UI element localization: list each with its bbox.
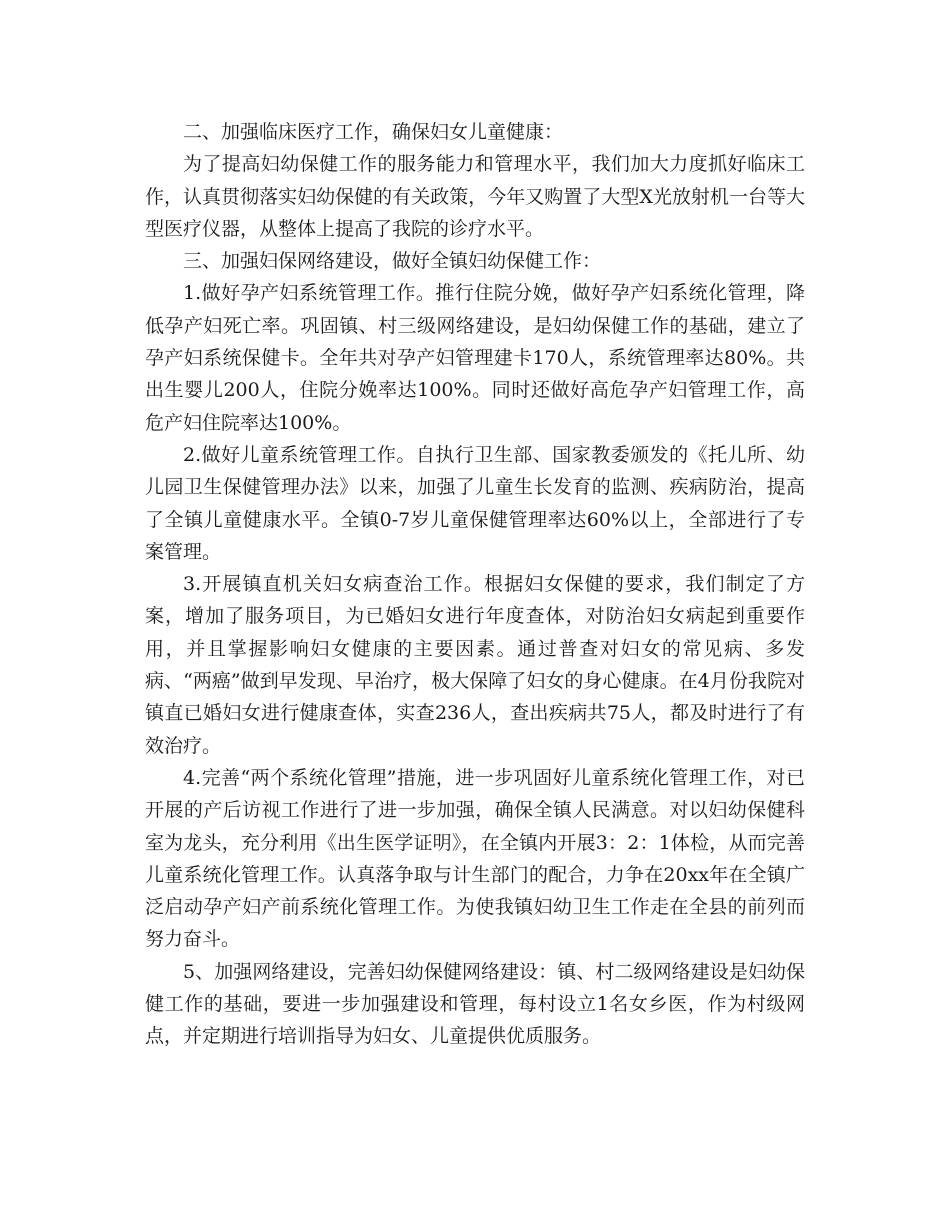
paragraph-maternal-management: 1.做好孕产妇系统管理工作。推行住院分娩，做好孕产妇系统化管理，降低孕产妇死亡率。巩固镇、村三级网络建设，是妇幼保健工作的基础，建立了孕产妇系统保健卡。全年共对孕产妇管理建卡170人，系统管理率达80%。共出生婴儿200人，住院分娩率达100%。同时还做好高危孕产妇管理工作，高危产妇住院率达100%。 — [145, 282, 805, 434]
paragraph-womens-disease-screening: 3.开展镇直机关妇女病查治工作。根据妇女保健的要求，我们制定了方案，增加了服务项目，为已婚妇女进行年度查体，对防治妇女病起到重要作用，并且掌握影响妇女健康的主要因素。通过普查对妇女的常见病、多发病、“两癌”做到早发现、早治疗，极大保障了妇女的身心健康。在4月份我院对镇直已婚妇女进行健康查体，实查236人，查出疾病共75人，都及时进行了有效治疗。 — [145, 573, 805, 757]
paragraph-child-management: 2.做好儿童系统管理工作。自执行卫生部、国家教委颁发的《托儿所、幼儿园卫生保健管理办法》以来，加强了儿童生长发育的监测、疾病防治，提高了全镇儿童健康水平。全镇0-7岁儿童保健管理率达60%以上，全部进行了专案管理。 — [145, 443, 805, 563]
section-heading-network: 三、加强妇保网络建设，做好全镇妇幼保健工作： — [183, 250, 602, 273]
paragraph-clinical-work: 为了提高妇幼保健工作的服务能力和管理水平，我们加大力度抓好临床工作，认真贯彻落实妇幼保健的有关政策，今年又购置了大型X光放射机一台等大型医疗仪器，从整体上提高了我院的诊疗水平。 — [145, 153, 805, 240]
section-heading-clinical: 二、加强临床医疗工作，确保妇女儿童健康： — [183, 121, 564, 143]
paragraph-network-building: 5、加强网络建设，完善妇幼保健网络建设：镇、村二级网络建设是妇幼保健工作的基础，要进一步加强建设和管理，每村设立1名女乡医，作为村级网点，并定期进行培训指导为妇女、儿童提供优质服务。 — [145, 960, 805, 1048]
paragraph-systematic-management: 4.完善“两个系统化管理”措施，进一步巩固好儿童系统化管理工作，对已开展的产后访视工作进行了进一步加强，确保全镇人民满意。对以妇幼保健科室为龙头，充分利用《出生医学证明》，在全镇内开展3：2：1体检，从而完善儿童系统化管理工作。认真落争取与计生部门的配合，力争在20xx年在全镇广泛启动孕产妇产前系统化管理工作。为使我镇妇幼卫生工作走在全县的前列而努力奋斗。 — [145, 766, 805, 951]
document-body — [145, 116, 805, 1053]
